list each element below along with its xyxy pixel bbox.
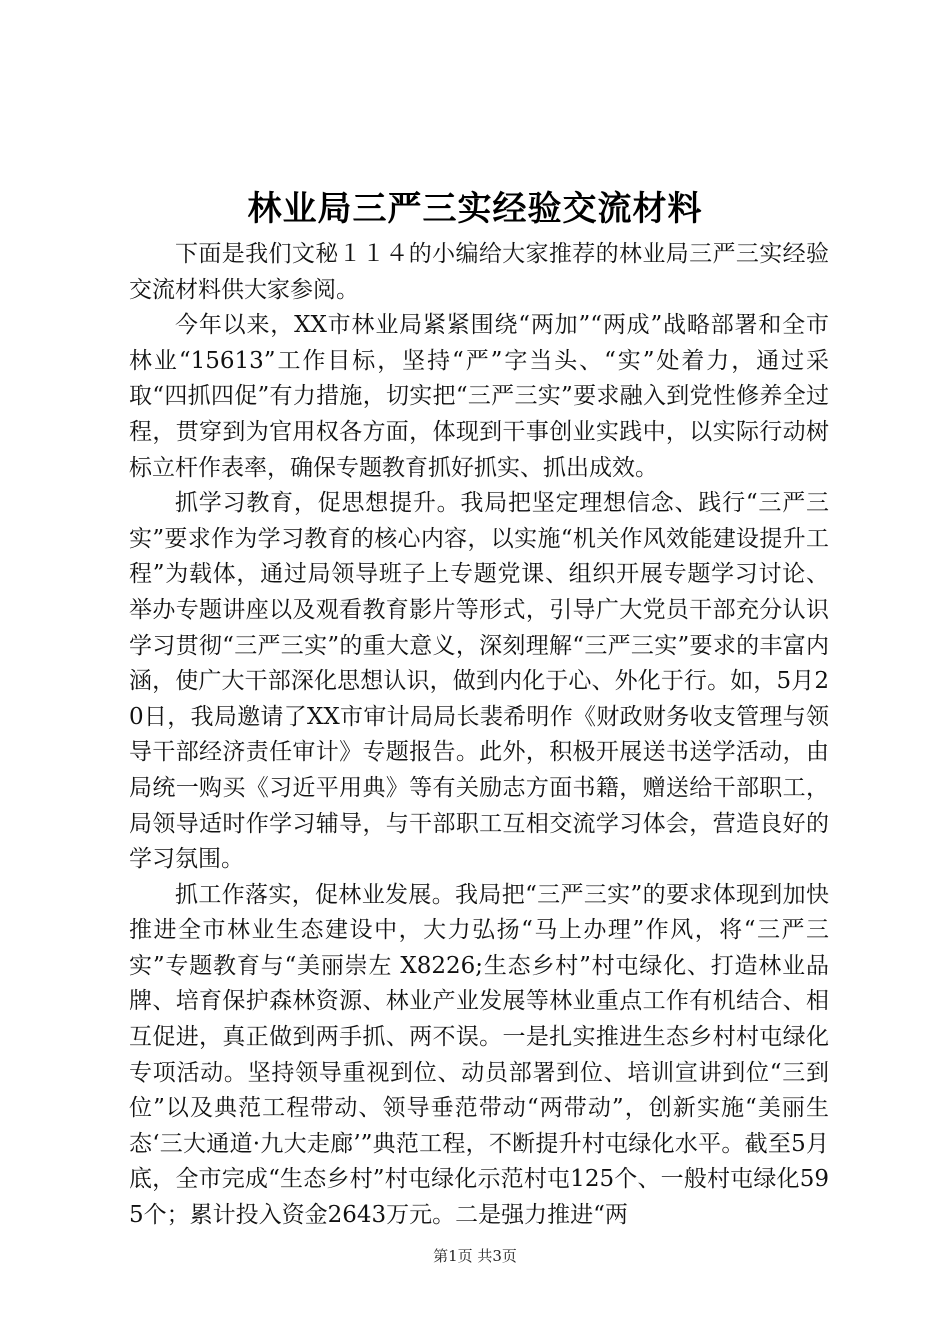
document-title: 林业局三严三实经验交流材料	[247, 189, 703, 229]
paragraph-overview: 今年以来，XX市林业局紧紧围绕“两加”“两成”战略部署和全市林业“15613”工作目标，坚持“严”字当头、“实”处着力，通过采取“四抓四促”有力措施，切实把“三严三实”要求融入到党性修养全过程，贯穿到为官用权各方面，体现到干事创业实践中，以实际行动树标立杆作表率，确保专题教育抓好抓实、抓出成效。	[129, 312, 829, 481]
document-body	[129, 237, 829, 1234]
page-footer: 第1页 共3页	[433, 1247, 517, 1265]
paragraph-intro: 下面是我们文秘１１４的小编给大家推荐的林业局三严三实经验交流材料供大家参阅。	[129, 241, 829, 303]
paragraph-work-implementation: 抓工作落实，促林业发展。我局把“三严三实”的要求体现到加快推进全市林业生态建设中，大力弘扬“马上办理”作风，将“三严三实”专题教育与“美丽崇左 X8226;生态乡村”村屯绿化、打造林业品牌、培育保护森林资源、林业产业发展等林业重点工作有机结合、相互促进，真正做到两手抓、两不误。一是扎实推进生态乡村村屯绿化专项活动。坚持领导重视到位、动员部署到位、培训宣讲到位“三到位”以及典范工程带动、领导垂范带动“两带动”，创新实施“美丽生态‘三大通道·九大走廊’”典范工程，不断提升村屯绿化水平。截至5月底，全市完成“生态乡村”村屯绿化示范村屯125个、一般村屯绿化595个；累计投入资金2643万元。二是强力推进“两	[129, 881, 829, 1229]
paragraph-study-education: 抓学习教育，促思想提升。我局把坚定理想信念、践行“三严三实”要求作为学习教育的核心内容，以实施“机关作风效能建设提升工程”为载体，通过局领导班子上专题党课、组织开展专题学习讨论、举办专题讲座以及观看教育影片等形式，引导广大党员干部充分认识学习贯彻“三严三实”的重大意义，深刻理解“三严三实”要求的丰富内涵，使广大干部深化思想认识，做到内化于心、外化于行。如，5月20日，我局邀请了XX市审计局局长裴希明作《财政财务收支管理与领导干部经济责任审计》专题报告。此外，积极开展送书送学活动，由局统一购买《习近平用典》等有关励志方面书籍，赠送给干部职工，局领导适时作学习辅导，与干部职工互相交流学习体会，营造良好的学习氛围。	[129, 490, 829, 873]
